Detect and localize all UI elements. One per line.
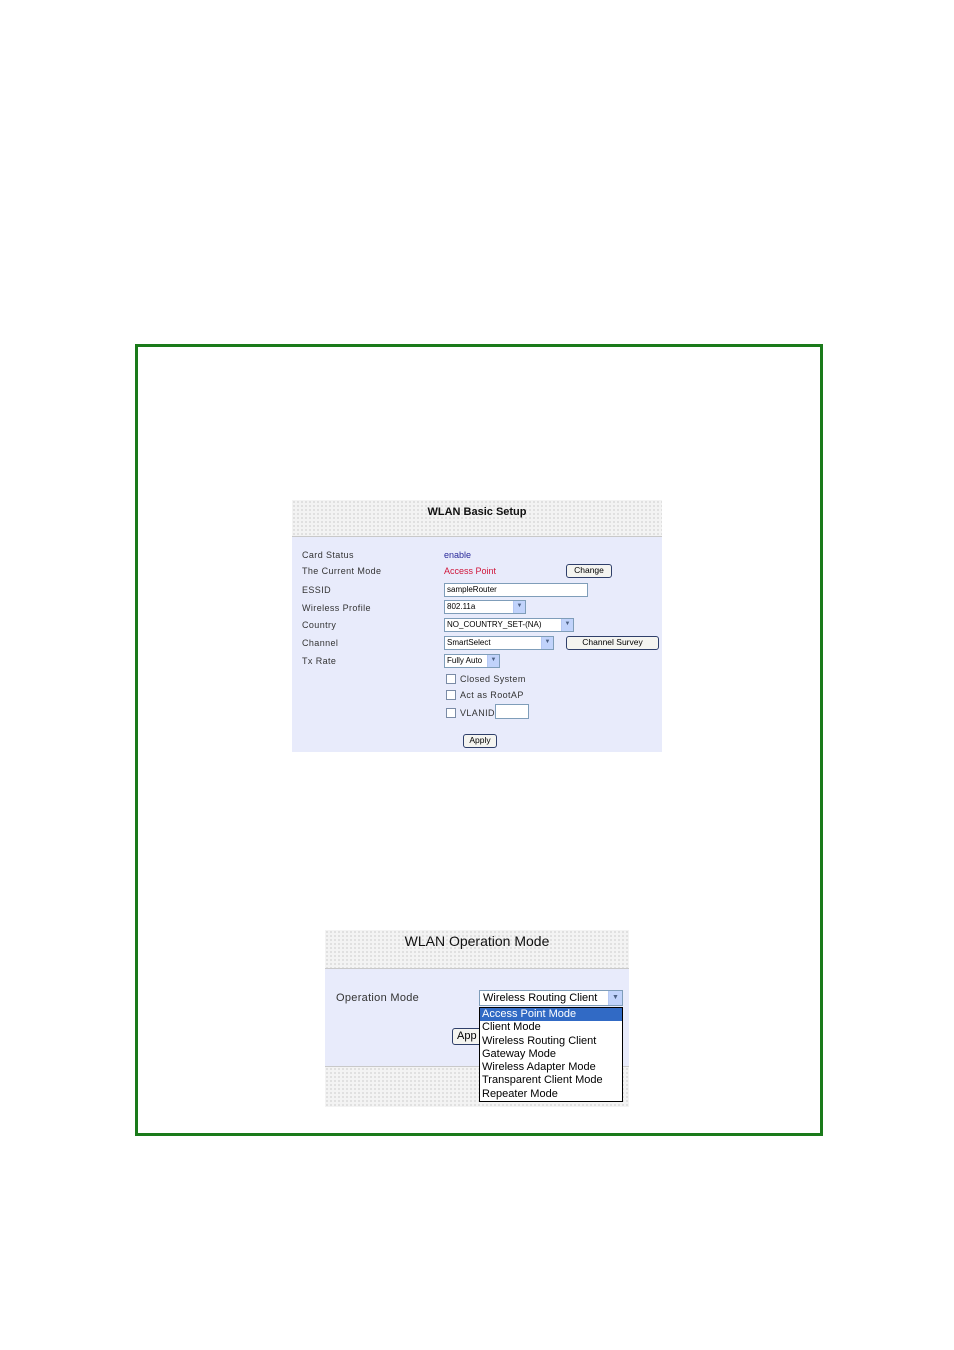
list-item-repeater-mode[interactable]: Repeater Mode	[482, 1087, 558, 1100]
operation-mode-value: Wireless Routing Client	[483, 992, 598, 1004]
wlan-operation-mode-panel	[325, 930, 629, 1106]
card-status-label: Card Status	[302, 550, 354, 560]
tx-rate-value: Fully Auto	[447, 656, 483, 665]
essid-input[interactable]: sampleRouter	[444, 583, 588, 597]
vlanid-label: VLANID	[460, 708, 495, 718]
current-mode-label: The Current Mode	[302, 566, 382, 576]
list-item-gateway-mode[interactable]: Gateway Mode	[482, 1047, 556, 1060]
vlanid-checkbox[interactable]	[446, 708, 456, 718]
change-button[interactable]: Change	[566, 564, 612, 578]
panel-header	[325, 930, 629, 969]
wireless-profile-label: Wireless Profile	[302, 603, 371, 613]
operation-mode-dropdown-list	[479, 1007, 623, 1102]
country-select[interactable]	[444, 618, 574, 632]
vlanid-input[interactable]	[495, 704, 529, 719]
panel-header	[292, 500, 662, 537]
operation-mode-label: Operation Mode	[336, 992, 420, 1004]
chevron-down-icon[interactable]: ▼	[608, 991, 622, 1005]
list-item-access-point-mode[interactable]: Access Point Mode	[480, 1008, 622, 1021]
channel-survey-button[interactable]: Channel Survey	[566, 636, 659, 650]
list-item-wireless-routing-client[interactable]: Wireless Routing Client	[482, 1034, 597, 1047]
essid-label: ESSID	[302, 585, 332, 595]
card-status-value: enable	[444, 550, 472, 560]
tx-rate-select[interactable]	[444, 654, 500, 668]
wireless-profile-value: 802.11a	[447, 602, 476, 611]
page-title: WLAN Operation Mode	[404, 933, 550, 949]
wireless-profile-select[interactable]	[444, 600, 526, 614]
apply-button[interactable]: App	[452, 1028, 492, 1045]
act-as-rootap-checkbox[interactable]	[446, 690, 456, 700]
country-label: Country	[302, 620, 337, 630]
operation-mode-select[interactable]	[479, 990, 623, 1006]
chevron-down-icon[interactable]: ▼	[541, 637, 553, 649]
tx-rate-label: Tx Rate	[302, 656, 337, 666]
chevron-down-icon[interactable]: ▼	[487, 655, 499, 667]
channel-label: Channel	[302, 638, 339, 648]
list-item-client-mode[interactable]: Client Mode	[482, 1021, 541, 1034]
wlan-basic-setup-panel	[292, 500, 662, 752]
channel-value: SmartSelect	[447, 638, 491, 647]
closed-system-checkbox[interactable]	[446, 674, 456, 684]
page-title: WLAN Basic Setup	[427, 506, 527, 518]
current-mode-value: Access Point	[444, 566, 497, 576]
list-item-wireless-adapter-mode[interactable]: Wireless Adapter Mode	[482, 1061, 596, 1074]
apply-button[interactable]: Apply	[463, 734, 497, 748]
list-item-transparent-client-mode[interactable]: Transparent Client Mode	[482, 1074, 603, 1087]
chevron-down-icon[interactable]: ▼	[561, 619, 573, 631]
act-as-rootap-label: Act as RootAP	[460, 690, 524, 700]
channel-select[interactable]	[444, 636, 554, 650]
closed-system-label: Closed System	[460, 674, 526, 684]
country-value: NO_COUNTRY_SET-(NA)	[447, 620, 542, 629]
chevron-down-icon[interactable]: ▼	[513, 601, 525, 613]
